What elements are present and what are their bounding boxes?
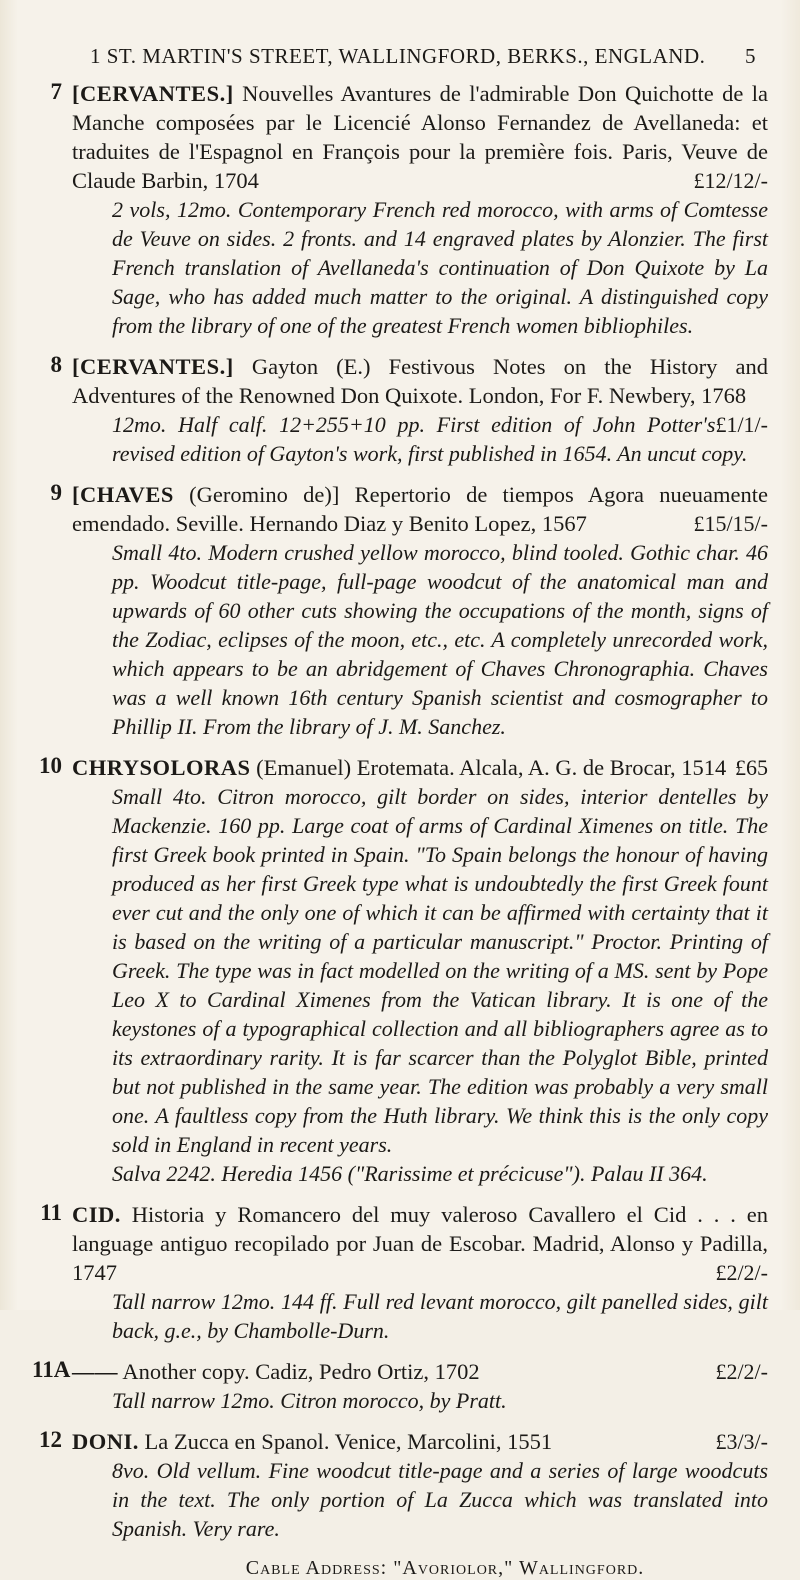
entry-price: £65 (735, 755, 768, 780)
catalogue-entry (32, 79, 768, 340)
catalogue-entry (32, 480, 768, 741)
entry-name: —— (72, 1359, 118, 1384)
entry-description: 12mo. Half calf. 12+255+10 pp. First edition of John Potter's revised edition of Gayton's work, first published in 1654. An uncut copy. (112, 412, 748, 466)
entry-number: 12 (39, 1427, 62, 1452)
entry-number: 10 (39, 753, 62, 778)
entry-price: £3/3/- (715, 1429, 768, 1454)
entry-title: Another copy. Cadiz, Pedro Ortiz, 1702 (122, 1359, 480, 1384)
entry-description: Tall narrow 12mo. Citron morocco, by Pratt. (112, 1388, 507, 1413)
running-head (32, 44, 768, 69)
entry-title: Gayton (E.) Festivous Notes on the History and Adventures of the Renowned Don Quixote. London, For F. Newbery, 1768 (72, 354, 768, 408)
catalogue-entry (32, 1357, 768, 1415)
entry-name: [CHAVES (72, 482, 174, 507)
entry-name: [CERVANTES.] (72, 354, 234, 379)
catalogue-entry (32, 753, 768, 1188)
catalogue-entry (32, 1427, 768, 1543)
entry-title: Historia y Romancero del muy valeroso Cavallero el Cid . . . en language antiguo recopilado por Juan de Escobar. Madrid, Alonso y Padilla, 1747 (72, 1202, 769, 1285)
catalogue-entry (32, 352, 768, 468)
cable-address-footer: Cable Address: "Avoriolor," Wallingford. (245, 1557, 645, 1579)
entry-title: (Geromino de)] Repertorio de tiempos Agora nueuamente emendado. Seville. Hernando Diaz y Benito Lopez, 1567 (72, 482, 768, 536)
entry-heading (72, 352, 768, 437)
entry-name: CHRYSOLORAS (72, 755, 251, 780)
entry-heading (72, 79, 768, 195)
catalogue-entry (32, 1200, 768, 1345)
entry-description: Small 4to. Modern crushed yellow morocco, blind tooled. Gothic char. 46 pp. Woodcut title-page, full-page woodcut of the anatomical man and upwards of 60 other cuts showing the occupations of the month, signs of the Zodiac, eclipses of the moon, etc., etc. A completely unrecorded work, which appears to be an abridgement of Chaves Chronographia. Chaves was a well known 16th century Spanish scientist and cosmographer to Phillip II. From the library of J. M. Sanchez. (112, 540, 768, 739)
entry-number: 9 (50, 480, 62, 505)
entry-price: £12/12/- (693, 168, 768, 193)
entry-description: Tall narrow 12mo. 144 ff. Full red levant morocco, gilt panelled sides, gilt back, g.e., by Chambolle-Durn. (112, 1289, 768, 1343)
entry-heading (72, 1427, 768, 1456)
entry-number: 8 (50, 352, 62, 377)
entry-price: £15/15/- (693, 511, 768, 536)
entry-heading (72, 1357, 768, 1386)
entry-number: 11A (32, 1357, 71, 1382)
entry-heading (72, 753, 768, 782)
entry-name: CID. (72, 1202, 121, 1227)
entry-price: £2/2/- (715, 1260, 768, 1285)
entry-name: DONI. (72, 1429, 139, 1454)
entry-heading (72, 480, 768, 538)
address-line: 1 ST. MARTIN'S STREET, WALLINGFORD, BERKS., ENGLAND. (90, 44, 706, 68)
entry-number: 11 (40, 1200, 62, 1225)
entry-description: 8vo. Old vellum. Fine woodcut title-page and a series of large woodcuts in the text. The only portion of La Zucca which was translated into Spanish. Very rare. (112, 1458, 768, 1541)
entry-number: 7 (50, 79, 62, 104)
entry-title: (Emanuel) Erotemata. Alcala, A. G. de Brocar, 1514 (256, 755, 727, 780)
entry-references: Salva 2242. Heredia 1456 ("Rarissime et précicuse"). Palau II 364. (112, 1161, 708, 1186)
entry-description: Small 4to. Citron morocco, gilt border on sides, interior dentelles by Mackenzie. 160 pp. Large coat of arms of Cardinal Ximenes on title. The first Greek book printed in Spain. "To Spain belongs the honour of having produced as her first Greek type what is undoubtedly the first Greek fount ever cut and the only one of which it can be affirmed with certainty that it is based on the writing of a particular manuscript." Proctor. Printing of Greek. The type was in fact modelled on the writing of a MS. sent by Pope Leo X to Cardinal Ximenes from the Vatican library. It is one of the keystones of a typographical collection and all bibliographers agree as to its extraordinary rarity. It is far scarcer than the Polyglot Bible, printed but not published in the same year. The edition was probably a very small one. A faultless copy from the Huth library. We think this is the only copy sold in England in recent years. Salva 2242. Heredia 1456 ("Rarissime et précicuse"). Palau II 364. (72, 782, 768, 1188)
page-number: 5 (745, 44, 756, 68)
entry-name: [CERVANTES.] (72, 81, 234, 106)
entry-title: Nouvelles Avantures de l'admirable Don Quichotte de la Manche composées par le Licencié Alonso Fernandez de Avellaneda: et traduites de l'Espagnol en François pour la première fois. Paris, Veuve de Claude Barbin, 1704 (72, 81, 768, 193)
entry-price: £1/1/- (715, 412, 768, 437)
entry-price: £2/2/- (715, 1359, 768, 1384)
entry-title: La Zucca en Spanol. Venice, Marcolini, 1551 (144, 1429, 553, 1454)
entry-heading (72, 1200, 768, 1287)
entry-description: 2 vols, 12mo. Contemporary French red morocco, with arms of Comtesse de Veuve on sides. 2 fronts. and 14 engraved plates by Alonzier. The first French translation of Avellaneda's continuation of Don Quixote by La Sage, who has added much matter to the original. A distinguished copy from the library of one of the greatest French women bibliophiles. (112, 197, 768, 338)
